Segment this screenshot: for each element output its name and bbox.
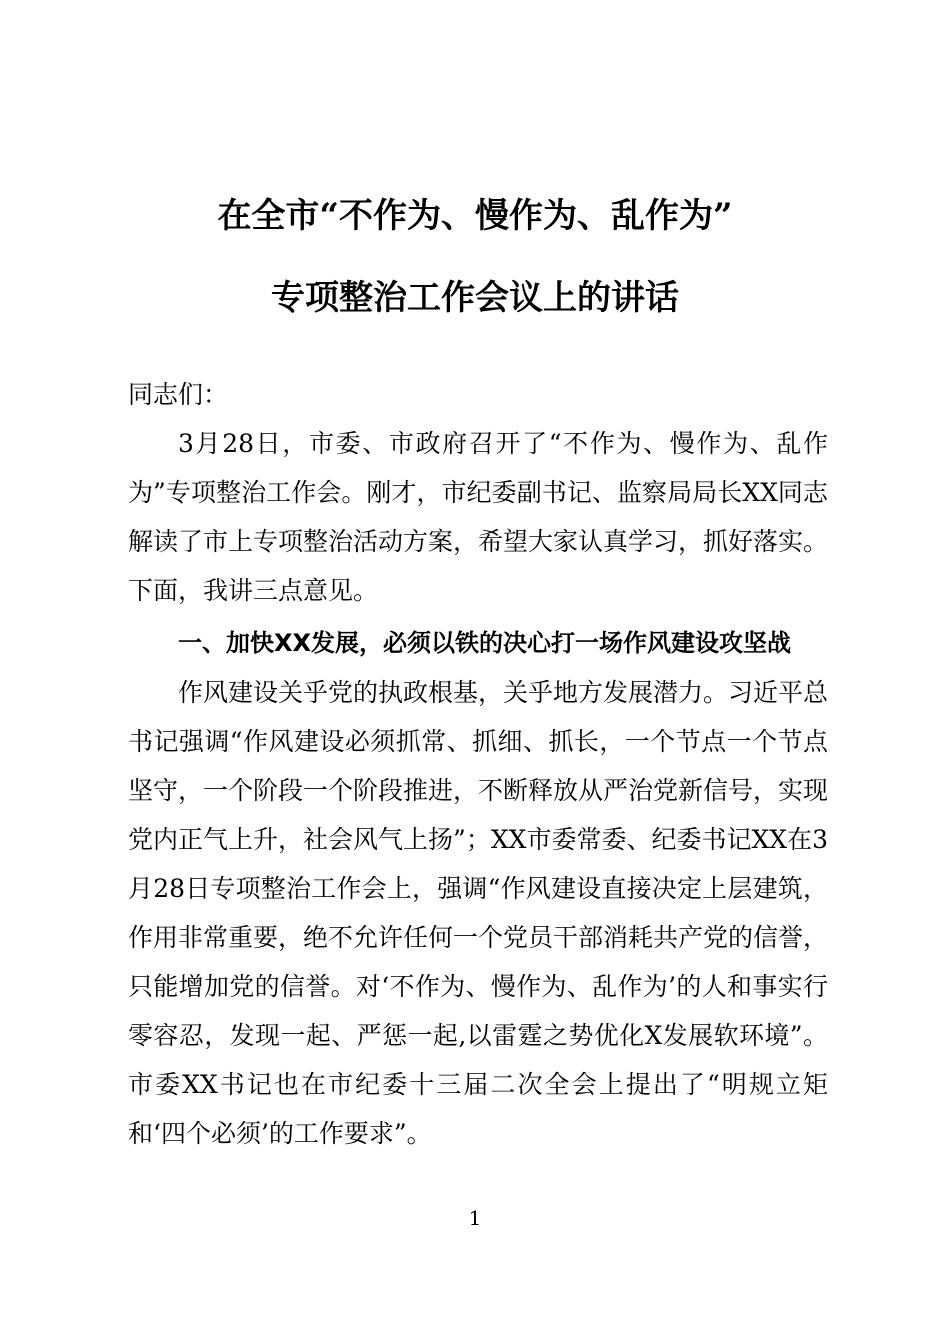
paragraph-intro: 3月28日，市委、市政府召开了“不作为、慢作为、乱作为”专项整治工作会。刚才，市纪委副书记、监察局局长XX同志解读了市上专项整治活动方案，希望大家认真学习，抓好落实。下面，我讲三点意见。 xyxy=(128,429,829,605)
page-number: 1 xyxy=(468,1206,482,1230)
paragraph-section-1: 作风建设关乎党的执政根基，关乎地方发展潜力。习近平总书记强调“作风建设必须抓常、抓细、抓长，一个节点一个节点坚守，一个阶段一个阶段推进，不断释放从严治党新信号，实现党内正气上升，社会风气上扬”；XX市委常委、纪委书记XX在3月28日专项整治工作会上，强调“作风建设直接决定上层建筑，作用非常重要，绝不允许任何一个党员干部消耗共产党的信誉，只能增加党的信誉。对‘不作为、慢作为、乱作为’的人和事实行零容忍，发现一起、严惩一起,以雷霆之势优化X发展软环境”。市委XX书记也在市纪委十三届二次全会上提出了“明规立矩和‘四个必须’的工作要求”。 xyxy=(128,678,829,1148)
document-title-line-2: 专项整治工作会议上的讲话 xyxy=(271,278,679,318)
salutation: 同志们： xyxy=(128,380,229,409)
document-title-line-1: 在全市“不作为、慢作为、乱作为” xyxy=(217,196,733,236)
section-heading-1: 一、加快XX发展，必须以铁的决心打一场作风建设攻坚战 xyxy=(178,629,792,657)
